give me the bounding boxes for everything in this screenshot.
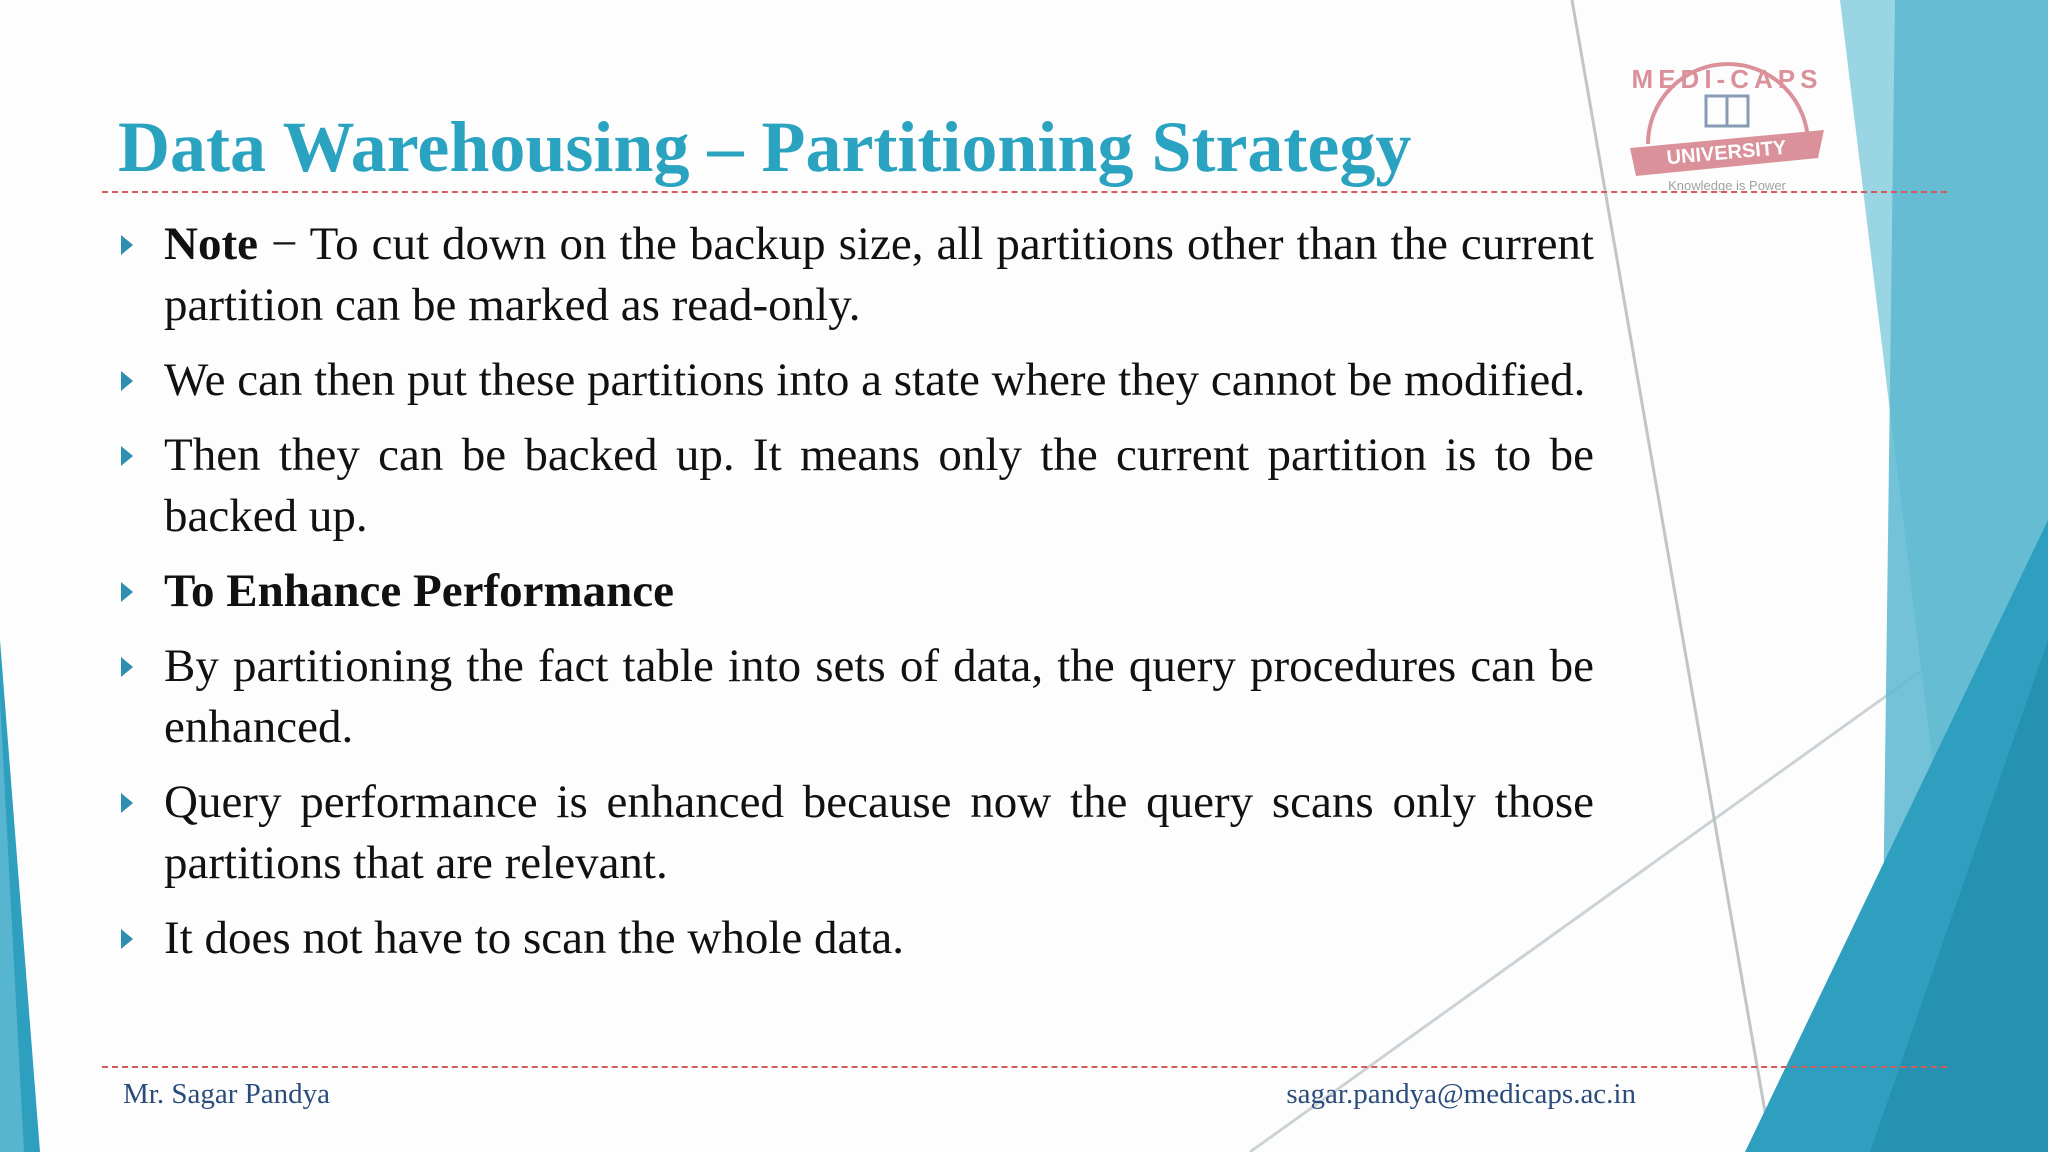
bullet-item <box>114 425 1594 547</box>
bullet-arrow-icon <box>121 657 133 677</box>
bullet-item <box>114 636 1594 758</box>
footer-email: sagar.pandya@medicaps.ac.in <box>1286 1078 1636 1110</box>
bullet-item <box>114 772 1594 894</box>
footer-author: Mr. Sagar Pandya <box>123 1078 330 1110</box>
bullet-arrow-icon <box>121 582 133 602</box>
slide-title: Data Warehousing – Partitioning Strategy <box>118 107 1412 187</box>
logo-tagline: Knowledge is Power <box>1668 178 1786 193</box>
bullet-arrow-icon <box>121 235 133 255</box>
title-divider <box>102 191 1947 193</box>
bullet-item <box>114 214 1594 336</box>
bullet-arrow-icon <box>121 929 133 949</box>
bullet-arrow-icon <box>121 793 133 813</box>
bullet-arrow-icon <box>121 446 133 466</box>
university-logo <box>1618 26 1836 194</box>
bullet-item <box>114 908 1594 969</box>
bullet-text: By partitioning the fact table into sets of data, the query procedures can be enhanced. <box>164 640 1594 753</box>
bullet-text: Then they can be backed up. It means only the current partition is to be backed up. <box>164 429 1594 542</box>
bullet-list <box>114 214 1594 983</box>
bullet-text: It does not have to scan the whole data. <box>164 912 905 964</box>
bullet-arrow-icon <box>121 371 133 391</box>
logo-ribbon-text: UNIVERSITY <box>1665 136 1788 170</box>
bullet-text: − To cut down on the backup size, all partitions other than the current partition can be marked as read-only. <box>164 218 1594 331</box>
bullet-bold: To Enhance Performance <box>164 565 674 617</box>
footer-divider <box>102 1066 1947 1068</box>
bullet-bold: Note <box>164 218 258 270</box>
bullet-item <box>114 350 1594 411</box>
logo-top-text: MEDI-CAPS <box>1631 64 1823 94</box>
bullet-item <box>114 561 1594 622</box>
bullet-text: We can then put these partitions into a state where they cannot be modified. <box>164 354 1586 406</box>
bullet-text: Query performance is enhanced because now the query scans only those partitions that are relevant. <box>164 776 1594 889</box>
